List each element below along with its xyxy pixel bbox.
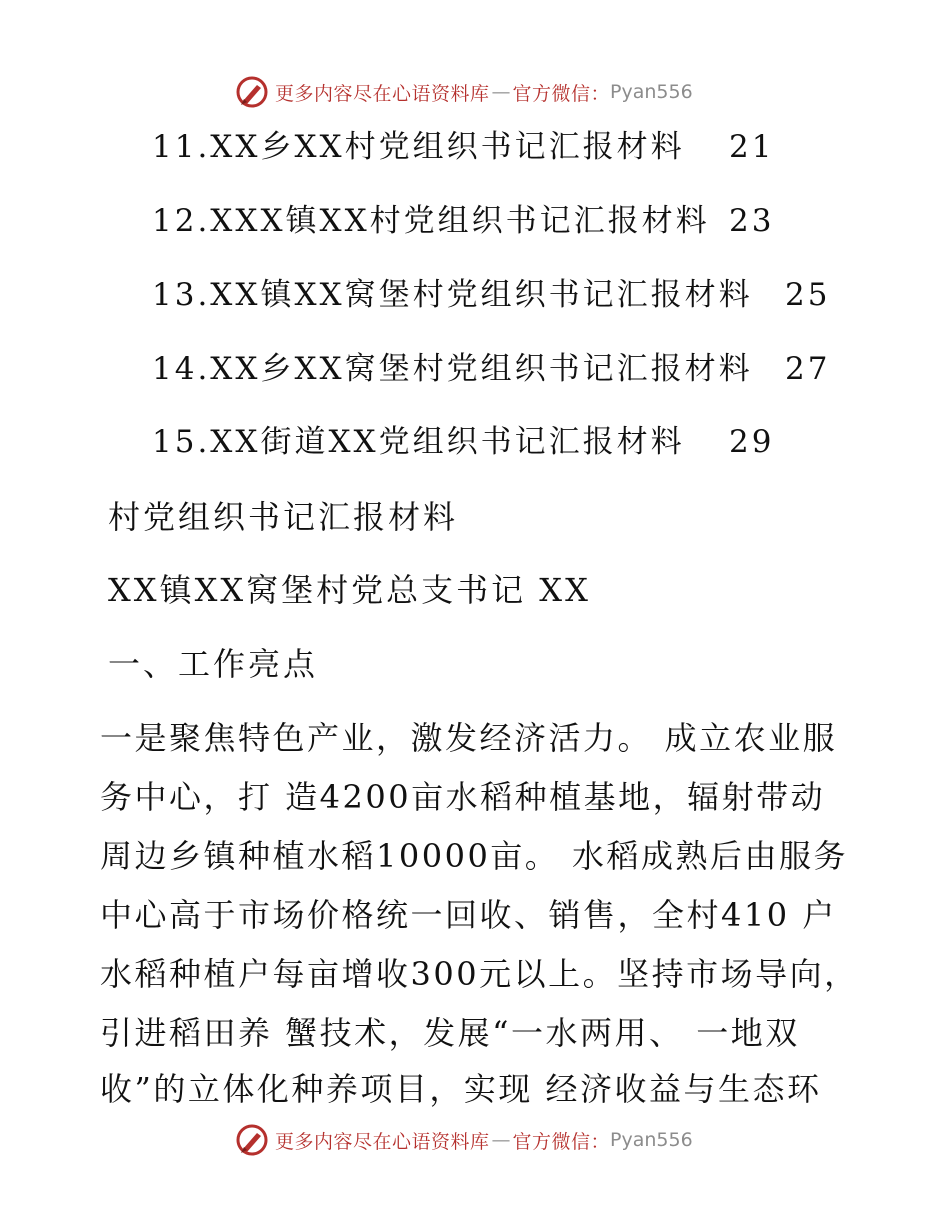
author-line: XX镇XX窝堡村党总支书记 XX — [108, 571, 591, 609]
watermark-main-text: 更多内容尽在心语资料库 — [275, 82, 490, 105]
watermark-dash: — — [491, 81, 511, 103]
watermark-official-label: 官方微信： — [512, 82, 611, 105]
toc-entry-title: 12.XXX镇XX村党组织书记汇报材料 — [152, 203, 710, 239]
watermark-footer — [235, 1122, 693, 1158]
toc-entry-title: 13.XX镇XX窝堡村党组织书记汇报材料 — [152, 277, 753, 313]
paragraph-line: 务中心，打 造4200亩水稻种植基地，辐射带动 — [100, 778, 826, 816]
paragraph-line: 水稻种植户每亩增收300元以上。坚持市场导向， — [100, 955, 859, 993]
paragraph-line: 一是聚焦特色产业，激发经济活力。 成立农业服 — [100, 719, 838, 757]
toc-entry-page: 21 — [729, 129, 775, 165]
paragraph-line: 周边乡镇种植水稻10000亩。 水稻成熟后由服务 — [100, 837, 848, 875]
watermark-dash: — — [491, 1129, 511, 1151]
document-title: 村党组织书记汇报材料 — [108, 498, 459, 536]
toc-entry-page: 27 — [785, 351, 831, 387]
paragraph-line: 中心高于市场价格统一回收、销售，全村410 户 — [100, 896, 837, 934]
section-heading: 一、工作亮点 — [108, 645, 319, 683]
paragraph-line: 收”的立体化种养项目，实现 经济收益与生态环 — [100, 1070, 822, 1108]
watermark-wechat-id: Pyan556 — [610, 81, 693, 103]
paragraph-line: 引进稻田养 蟹技术，发展“一水两用、 一地双 — [100, 1014, 800, 1052]
watermark-header — [235, 74, 693, 110]
watermark-wechat-id: Pyan556 — [610, 1129, 693, 1151]
toc-entry-title: 15.XX街道XX党组织书记汇报材料 — [152, 424, 685, 460]
toc-entry-title: 14.XX乡XX窝堡村党组织书记汇报材料 — [152, 351, 753, 387]
watermark-official-label: 官方微信： — [512, 1130, 611, 1153]
pen-logo-icon — [235, 1123, 269, 1157]
toc-entry-page: 23 — [729, 203, 775, 239]
watermark-main-text: 更多内容尽在心语资料库 — [275, 1130, 490, 1153]
toc-entry-page: 25 — [785, 277, 831, 313]
toc-entry-title: 11.XX乡XX村党组织书记汇报材料 — [152, 129, 685, 165]
pen-logo-icon — [235, 75, 269, 109]
toc-entry-page: 29 — [729, 424, 775, 460]
